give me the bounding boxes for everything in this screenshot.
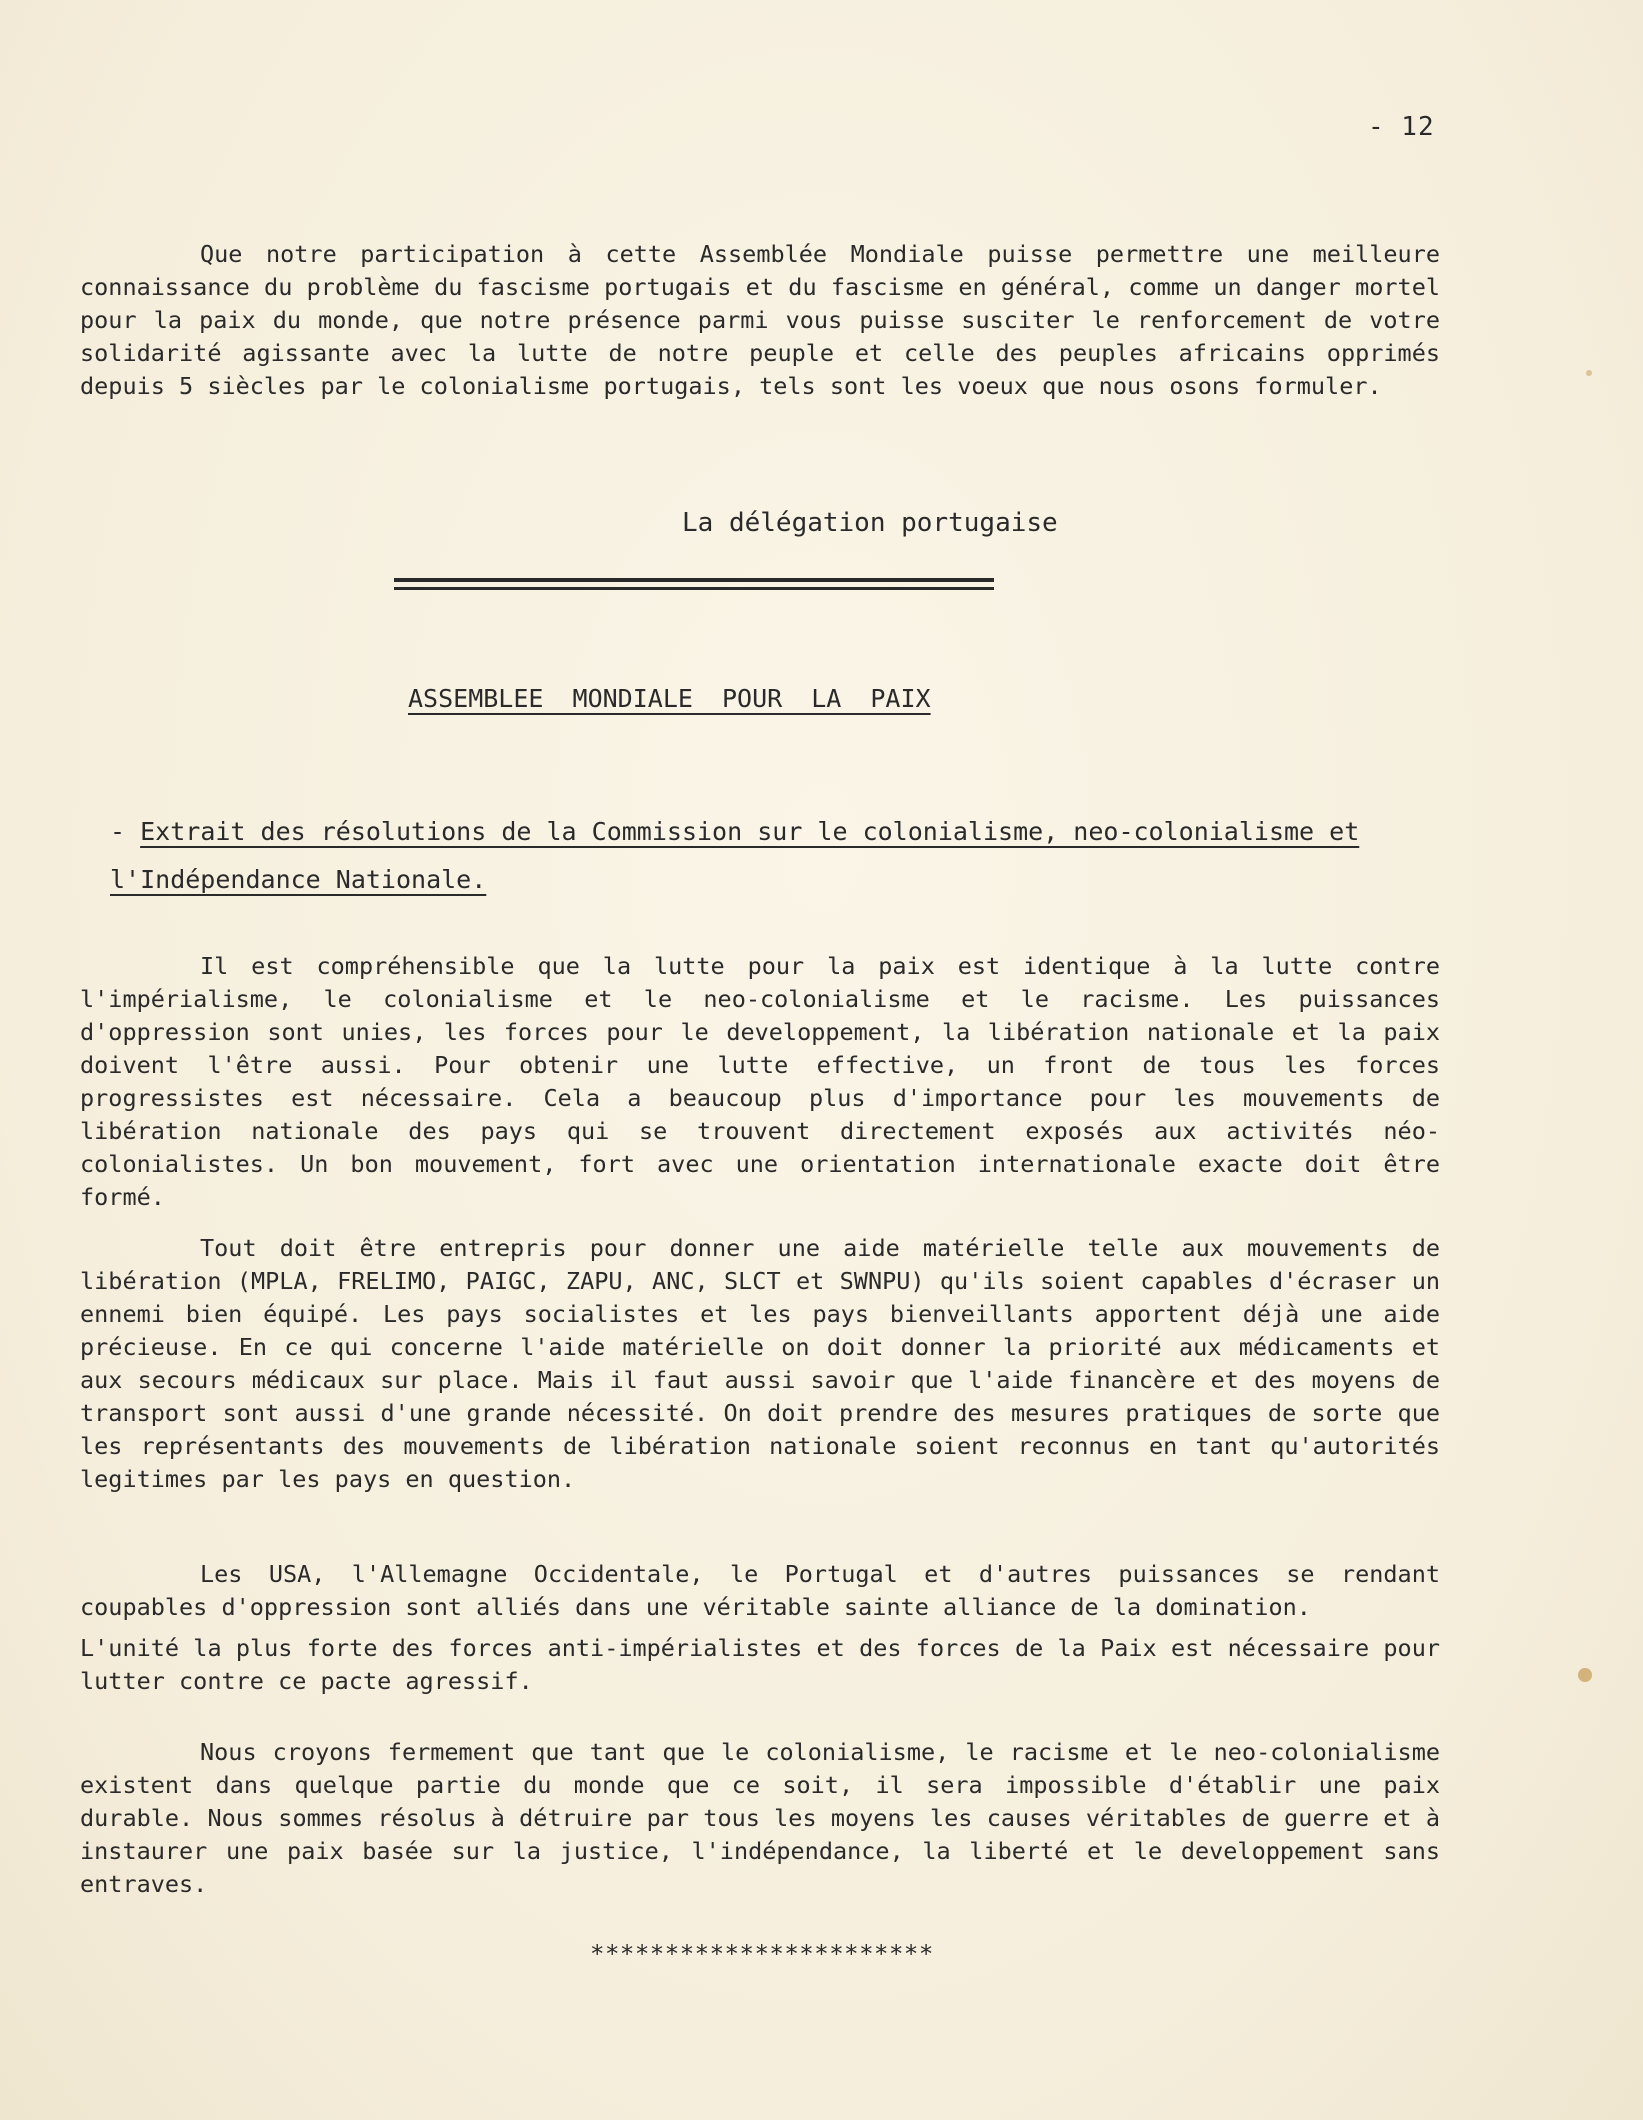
resolution-paragraph: Nous croyons fermement que tant que le colonialisme, le racisme et le neo-colonialisme existent dans quelque partie du monde que ce soit, il sera impossible d'établir une paix durable. Nous sommes résolus à détruire par tous les moyens les causes véritables de guerre et à instaurer une paix basée sur la justice, l'indépendance, la liberté et le developpement sans entraves. (80, 1738, 1440, 1898)
resolution-paragraph: Les USA, l'Allemagne Occidentale, le Portugal et d'autres puissances se rendant coupables d'oppression sont alliés dans une véritable sainte alliance de la domination. (80, 1560, 1440, 1621)
resolution-paragraph: Il est compréhensible que la lutte pour la paix est identique à la lutte contre l'impérialisme, le colonialisme et le neo-colonialisme et le racisme. Les puissances d'oppression sont unies, les forces pour le developpement, la libération nationale et la paix doivent l'être aussi. Pour obtenir une lutte effective, un front de tous les forces progressistes est nécessaire. Cela a beaucoup plus d'importance pour les mouvements de libération nationale des pays qui se trouvent directement exposés aux activités néo-colonialistes. Un bon mouvement, fort avec une orientation internationale exacte doit être formé. (80, 952, 1440, 1211)
extract-prefix: - (110, 817, 141, 846)
resolution-paragraph: Tout doit être entrepris pour donner une aide matérielle telle aux mouvements de libération (MPLA, FRELIMO, PAIGC, ZAPU, ANC, SLCT et SWNPU) qu'ils soient capables d'écraser un ennemi bien équipé. Les pays socialistes et les pays bienveillants apportent déjà une aide précieuse. En ce qui concerne l'aide matérielle on doit donner la priorité aux médicaments et aux secours médicaux sur place. Mais il faut aussi savoir que l'aide financère et des moyens de transport sont aussi d'une grande nécessité. On doit prendre des mesures pratiques de sorte que les représentants des mouvements de libération nationale soient reconnus en tant qu'autorités legitimes par les pays en question. (80, 1234, 1440, 1493)
signature: La délégation portugaise (682, 508, 1058, 538)
page-number: - 12 (1368, 112, 1435, 142)
extract-title (110, 808, 1440, 904)
extract-text: Extrait des résolutions de la Commission sur le colonialisme, neo-colonialisme et l'Indépendance Nationale. (110, 817, 1360, 894)
intro-paragraph: Que notre participation à cette Assemblée Mondiale puisse permettre une meilleure connaissance du problème du fascisme portugais et du fascisme en général, comme un danger mortel pour la paix du monde, que notre présence parmi vous puisse susciter le renforcement de votre solidarité agissante avec la lutte de notre peuple et celle des peuples africains opprimés depuis 5 siècles par le colonialisme portugais, tels sont les voeux que nous osons formuler. (80, 240, 1440, 400)
resolution-paragraph: L'unité la plus forte des forces anti-impérialistes et des forces de la Paix est nécessaire pour lutter contre ce pacte agressif. (80, 1634, 1440, 1695)
paper-stain (1586, 370, 1592, 376)
section-heading: ASSEMBLEE MONDIALE POUR LA PAIX (408, 684, 931, 713)
double-rule-divider (394, 578, 994, 590)
paper-stain (1578, 1668, 1592, 1682)
end-marker: *********************** (590, 1940, 934, 1968)
